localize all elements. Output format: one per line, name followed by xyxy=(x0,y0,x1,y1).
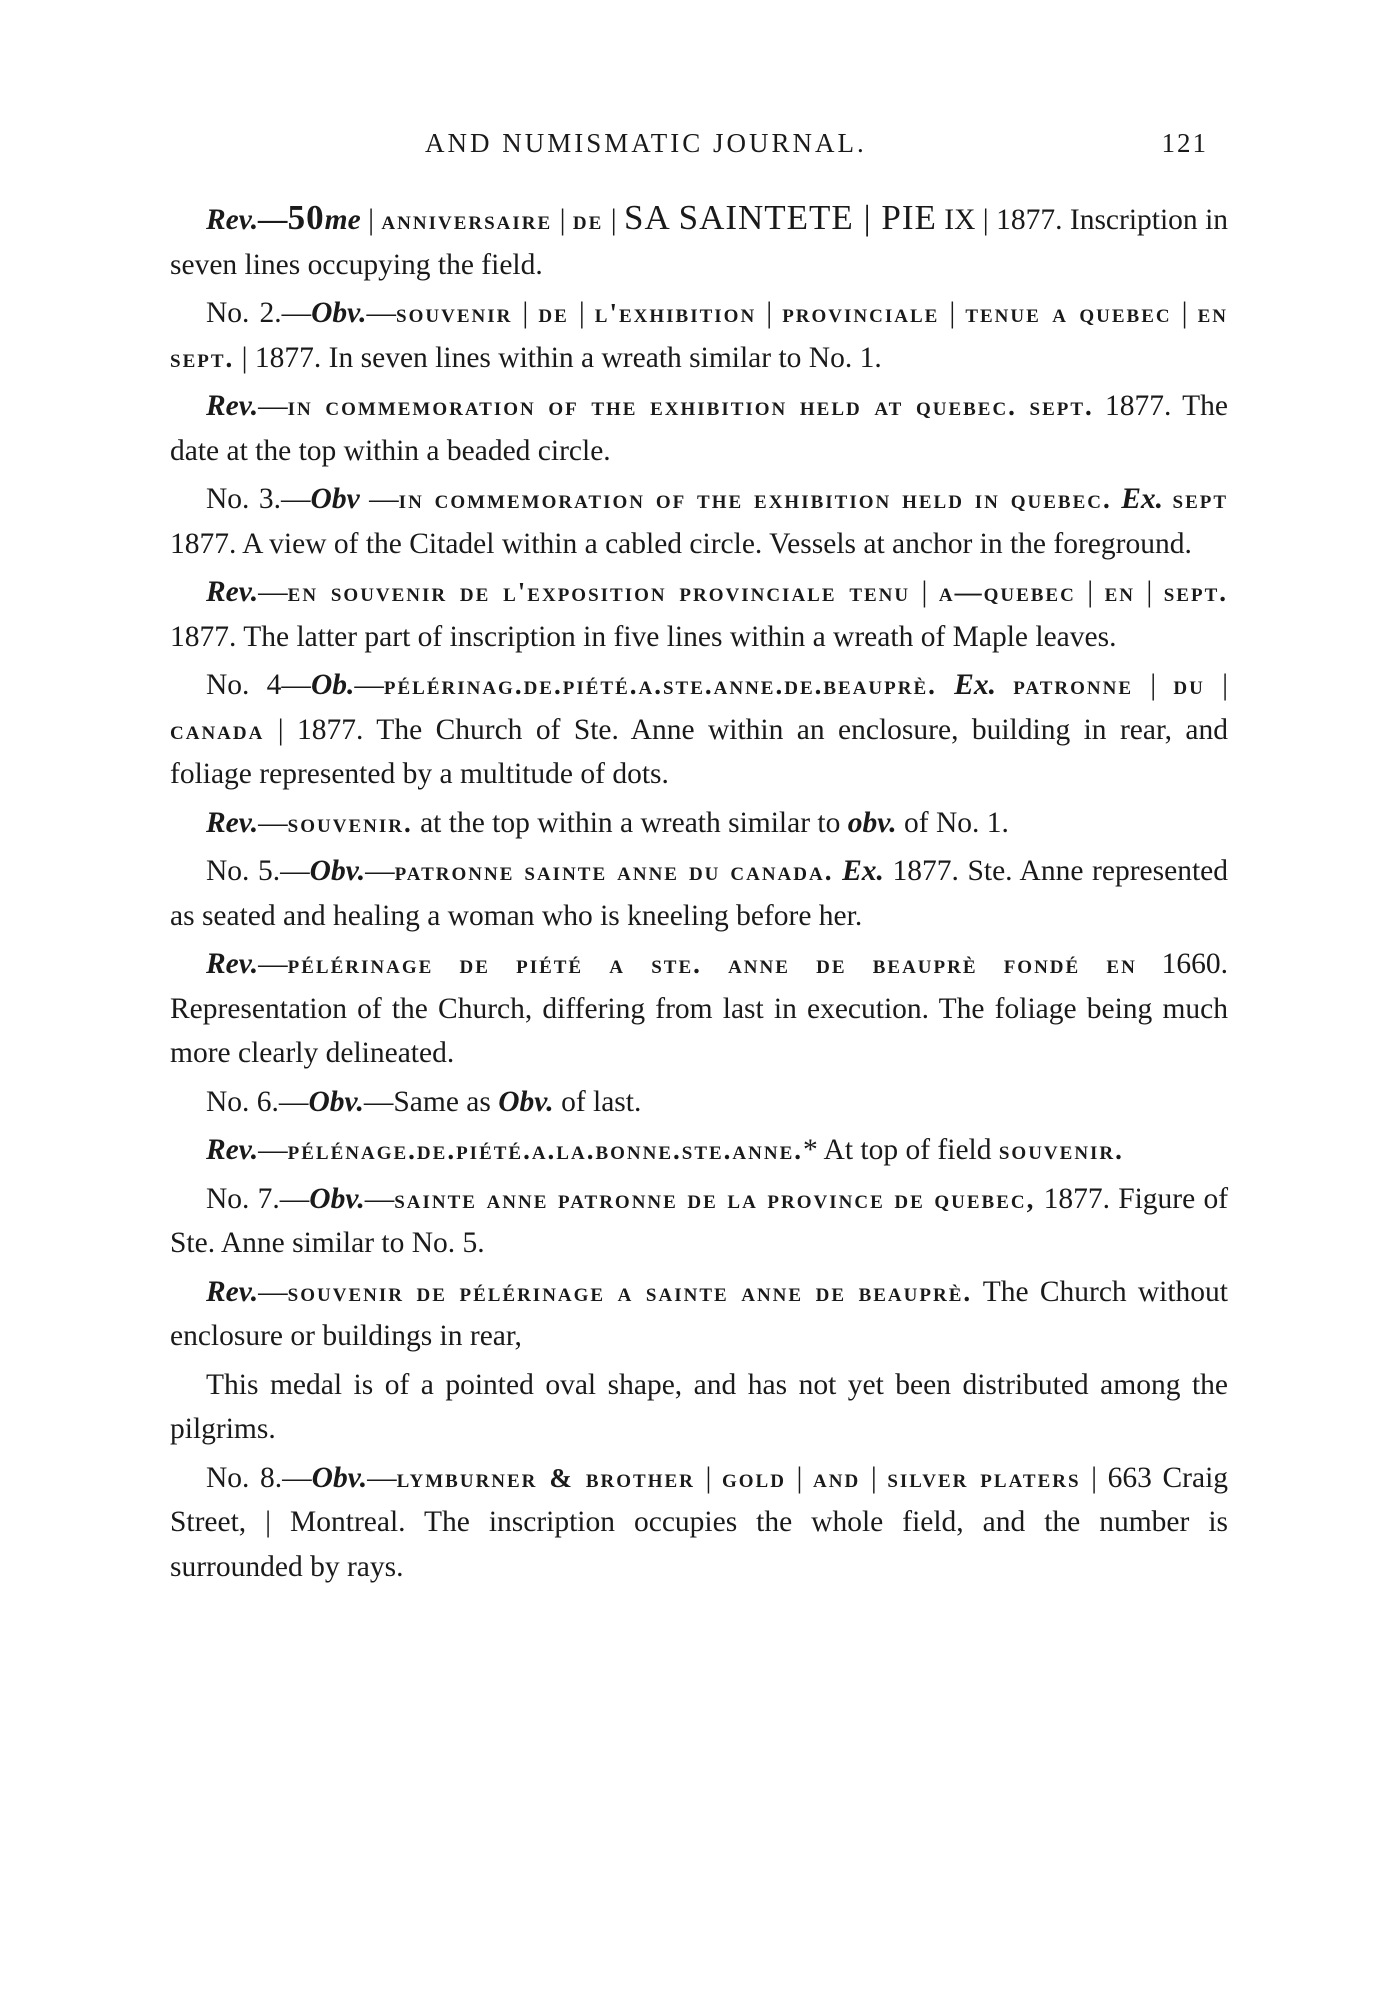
text-run: sept xyxy=(1172,484,1229,514)
text-run: | xyxy=(603,204,625,236)
entry-paragraph xyxy=(170,570,1228,659)
text-run: at the top within a wreath similar to xyxy=(412,806,848,839)
text-run: en souvenir de l'exposition provinciale tenu xyxy=(287,577,911,607)
entry-paragraph xyxy=(170,1270,1228,1359)
text-run: — xyxy=(258,1275,288,1308)
text-run: Rev. xyxy=(206,1134,259,1166)
text-run: | xyxy=(360,204,382,236)
text-run: | xyxy=(1171,297,1198,329)
text-run: sainte anne patronne de la province de quebec, xyxy=(394,1183,1036,1214)
text-run: souvenir xyxy=(396,298,513,328)
text-run: No. 8.— xyxy=(206,1461,312,1494)
entry-paragraph xyxy=(170,1128,1228,1173)
text-run: patronne xyxy=(1013,670,1134,700)
text-run: | 1877. The Church of Ste. Anne within an enclosure, building in rear, and foliage represented by a multitude of dots. xyxy=(170,713,1228,790)
text-run: lymburner & brother xyxy=(396,1462,695,1493)
text-run: Obv xyxy=(310,483,360,515)
text-run: Rev. xyxy=(206,576,259,608)
text-run: 50 xyxy=(287,198,325,237)
entry-paragraph xyxy=(170,384,1228,473)
text-run: en xyxy=(1104,577,1135,607)
text-run: | xyxy=(1133,669,1174,701)
text-run: — xyxy=(258,1134,288,1166)
text-run: gold xyxy=(721,1462,786,1493)
text-run: 1877. The date at the top within a beaded circle. xyxy=(170,390,1228,467)
text-run xyxy=(937,669,954,701)
text-run: tenue a quebec xyxy=(965,298,1172,328)
text-run: du xyxy=(1173,670,1205,700)
text-run: — xyxy=(366,297,397,329)
text-run: Ex. xyxy=(1121,483,1164,515)
text-run: Obv. xyxy=(309,855,366,887)
text-run: anniversaire xyxy=(381,205,553,235)
entry-paragraph xyxy=(170,291,1228,380)
text-run: * At top of field xyxy=(803,1134,999,1166)
text-run: | xyxy=(910,576,939,608)
text-run: No. 7.— xyxy=(206,1182,310,1215)
text-run: pélérinage de piété a ste. anne de beauprè fondé en xyxy=(287,949,1137,979)
text-run: — xyxy=(258,806,288,839)
entry-paragraph xyxy=(170,1177,1228,1266)
text-run: of last. xyxy=(553,1085,642,1118)
body-text xyxy=(170,196,1228,1593)
entry-paragraph xyxy=(170,942,1228,1076)
text-run: | xyxy=(785,1461,814,1494)
text-run: in commemoration of the exhibition held at quebec. sept. xyxy=(287,391,1094,421)
text-run: IX | 1877. Inscription in seven lines occupying the field. xyxy=(170,204,1229,281)
text-run xyxy=(1112,483,1121,515)
entry-paragraph xyxy=(170,1456,1228,1590)
text-run: provinciale xyxy=(782,298,940,328)
text-run: — xyxy=(364,1182,395,1215)
text-run: No. 5.— xyxy=(206,855,310,887)
text-run: No. 3.— xyxy=(206,483,311,515)
text-run: No. 4— xyxy=(206,669,311,701)
text-run: | xyxy=(860,1461,888,1494)
text-run: de xyxy=(572,205,604,235)
text-run: —Same as xyxy=(363,1085,499,1118)
text-run: — xyxy=(354,669,384,701)
text-run: 1660. Representation of the Church, differing from last in execution. The foliage being much more clearly delineated. xyxy=(170,948,1229,1069)
text-run: — xyxy=(258,948,288,980)
text-run xyxy=(1163,483,1172,515)
text-run: No. 2.— xyxy=(206,297,312,329)
text-run: canada xyxy=(170,714,265,745)
text-run: — xyxy=(367,1461,397,1494)
text-run: SA SAINTETE | PIE xyxy=(624,198,937,237)
text-run: | xyxy=(1134,576,1164,608)
text-run: Rev. xyxy=(206,390,259,422)
text-run: Ex. xyxy=(954,669,996,701)
entry-paragraph xyxy=(170,801,1228,846)
text-run: a—quebec xyxy=(938,577,1076,607)
entry-paragraph xyxy=(170,477,1228,566)
text-run: | 663 Craig Street, | Montreal. The inscription occupies the whole field, and the number is surrounded by rays. xyxy=(170,1461,1229,1583)
text-run: Obv. xyxy=(308,1085,364,1118)
text-run: Ob. xyxy=(310,669,355,701)
text-run: This medal is of a pointed oval shape, and has not yet been distributed among the pilgrims. xyxy=(170,1368,1228,1445)
text-run xyxy=(996,669,1013,701)
text-run: | xyxy=(694,1461,722,1494)
text-run: in commemoration of the exhibition held in quebec. xyxy=(398,484,1112,514)
entry-paragraph xyxy=(170,1363,1228,1452)
entry-paragraph xyxy=(170,1080,1228,1125)
text-run: of No. 1. xyxy=(896,806,1009,839)
text-run xyxy=(833,855,842,887)
text-run: — xyxy=(258,390,288,422)
text-run: souvenir de pélérinage a sainte anne de beauprè. xyxy=(287,1276,973,1307)
text-run: Rev. xyxy=(206,806,259,839)
text-run: Obv. xyxy=(311,1461,368,1494)
text-run: — xyxy=(359,483,399,515)
text-run: Rev.— xyxy=(206,204,288,236)
running-head-title: AND NUMISMATIC JOURNAL. xyxy=(425,128,867,158)
text-run: 1877. Ste. Anne represented as seated and healing a woman who is kneeling before her. xyxy=(170,855,1228,932)
text-run: and xyxy=(813,1462,861,1493)
text-run: | xyxy=(1204,669,1229,701)
text-run: l'exhibition xyxy=(594,298,757,328)
text-run: | xyxy=(756,297,783,329)
text-run: patronne sainte anne du canada. xyxy=(394,856,834,886)
text-run: 1877. The latter part of inscription in five lines within a wreath of Maple leaves. xyxy=(170,620,1117,653)
text-run: sept. xyxy=(1163,577,1229,607)
text-run: — xyxy=(258,576,288,608)
running-head xyxy=(170,128,1230,168)
text-run: | xyxy=(939,297,966,329)
text-run: — xyxy=(365,855,395,887)
text-run: de xyxy=(538,298,569,328)
text-run: silver platers xyxy=(887,1462,1081,1493)
text-run: | xyxy=(552,204,573,236)
text-run: | xyxy=(1075,576,1105,608)
text-run: en sept. xyxy=(170,298,1229,373)
text-run: Obv. xyxy=(311,297,367,329)
text-run: The Church without enclosure or buildings in rear, xyxy=(170,1275,1228,1352)
page-number: 121 xyxy=(1161,128,1208,158)
text-run: souvenir. xyxy=(998,1135,1124,1165)
text-run: | xyxy=(512,297,539,329)
text-run: Obv. xyxy=(309,1182,365,1215)
entry-paragraph xyxy=(170,196,1228,287)
text-run: obv. xyxy=(847,806,897,839)
text-run: 1877. Figure of Ste. Anne similar to No. 5. xyxy=(170,1182,1229,1259)
entry-paragraph xyxy=(170,663,1228,797)
text-run: Obv. xyxy=(498,1085,554,1118)
text-run: Rev. xyxy=(206,948,259,980)
text-run: Rev. xyxy=(206,1275,259,1308)
text-run: Ex. xyxy=(842,855,884,887)
text-run: pélénage.de.piété.a.la.bonne.ste.anne. xyxy=(287,1135,804,1165)
text-run: souvenir. xyxy=(287,807,413,838)
text-run: No. 6.— xyxy=(206,1085,309,1118)
text-run: 1877. A view of the Citadel within a cabled circle. Vessels at anchor in the foreground. xyxy=(170,527,1192,560)
text-run: | xyxy=(568,297,595,329)
text-run: pélérinag.de.piété.a.ste.anne.de.beauprè. xyxy=(383,670,937,700)
text-run: | 1877. In seven lines within a wreath similar to No. 1. xyxy=(234,341,882,374)
entry-paragraph xyxy=(170,849,1228,938)
text-run: me xyxy=(324,204,361,236)
